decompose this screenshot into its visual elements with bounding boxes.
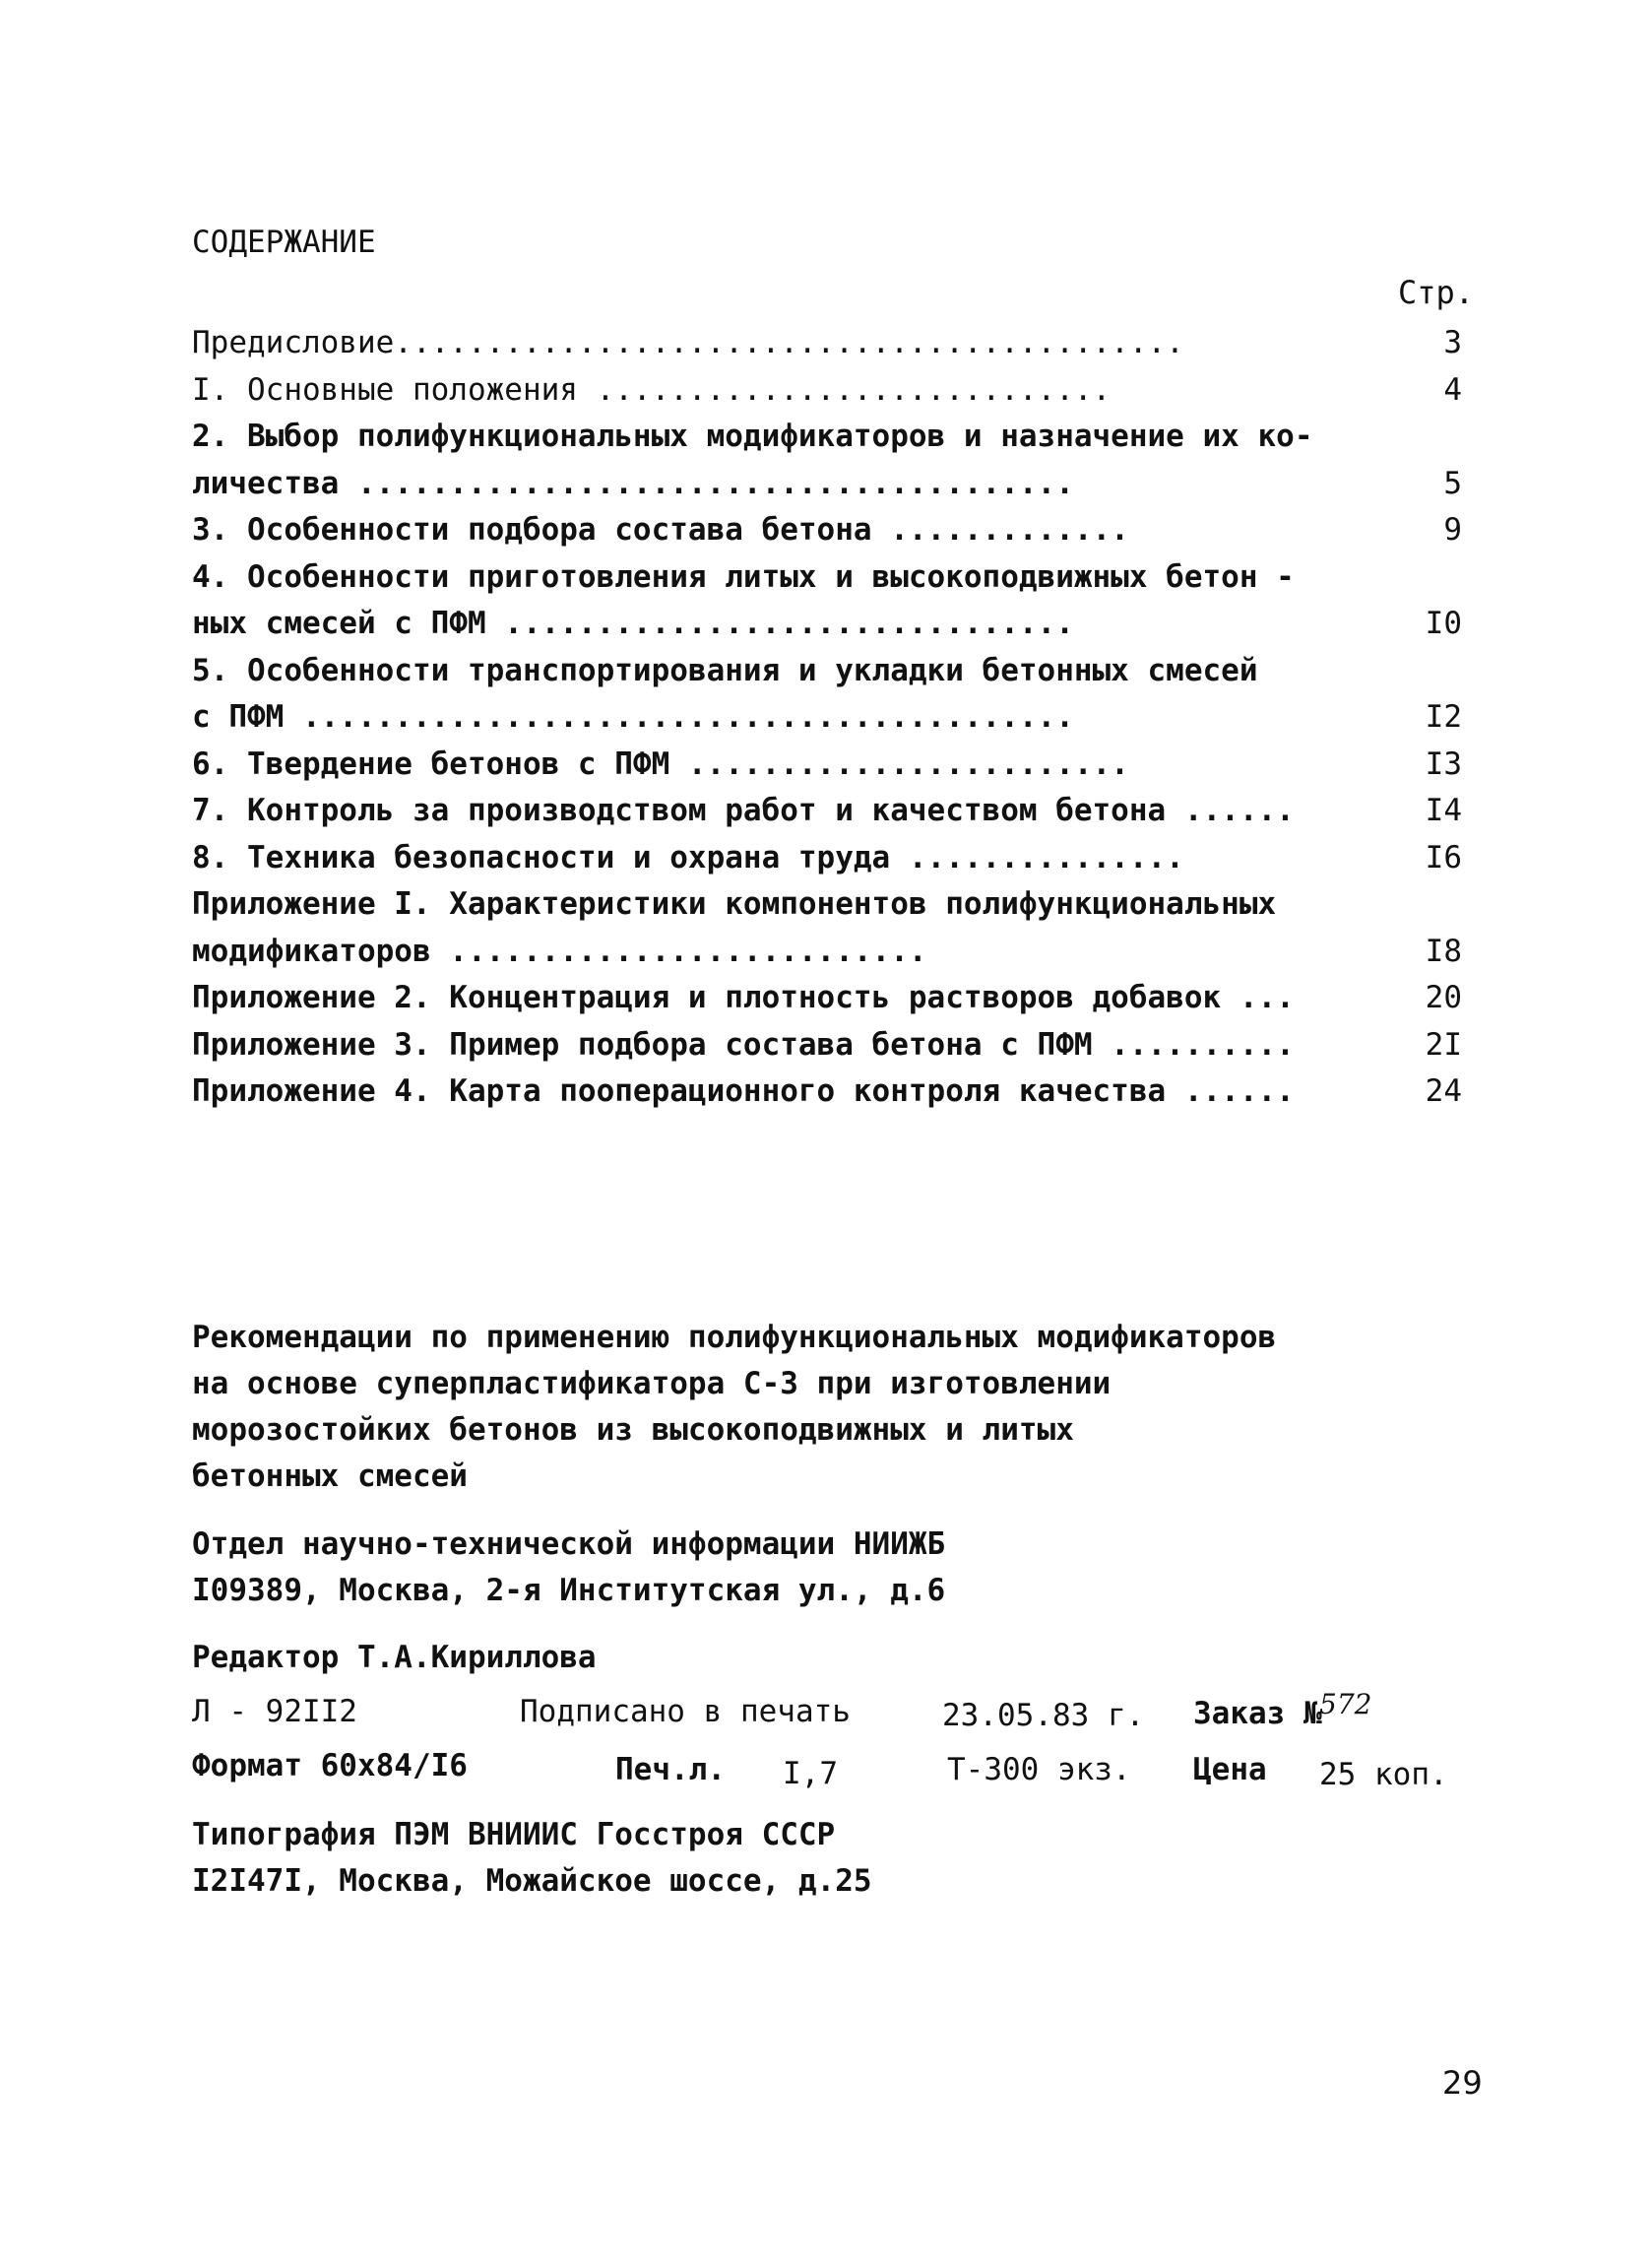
publisher-line: I09389, Москва, 2-я Институтская ул., д.6 <box>192 1573 946 1608</box>
toc-entry-text: 5. Особенности транспортирования и укладки бетонных смесей <box>192 652 1258 688</box>
toc-entry <box>192 461 1462 508</box>
publication-title-line: Рекомендации по применению полифункциональных модификаторов <box>192 1320 1277 1355</box>
toc-entry-text: Приложение I. Характеристики компонентов полифункциональных <box>192 886 1277 922</box>
price-label: Цена <box>1193 1752 1267 1787</box>
toc-entry-text: модификаторов .......................... <box>192 933 927 969</box>
table-of-contents <box>192 320 1462 1116</box>
toc-entry <box>192 788 1462 835</box>
signed-label: Подписано в печать <box>520 1694 851 1729</box>
toc-title: СОДЕРЖАНИЕ <box>192 225 376 260</box>
toc-entry-text: 6. Твердение бетонов с ПФМ ........................ <box>192 745 1129 782</box>
toc-entry-text: 3. Особенности подбора состава бетона ............. <box>192 512 1129 548</box>
format-label: Формат 60х84/I6 <box>192 1748 468 1783</box>
toc-entry-page: I2 <box>1425 699 1462 735</box>
toc-entry-page: I3 <box>1425 745 1462 782</box>
toc-entry <box>192 601 1462 648</box>
toc-entry <box>192 881 1462 929</box>
toc-entry-text: с ПФМ .......................................... <box>192 699 1074 735</box>
copies-count: Т-300 экз. <box>947 1752 1131 1787</box>
toc-entry <box>192 1069 1462 1116</box>
publication-title-line: на основе суперпластификатора С-3 при изготовлении <box>192 1366 1112 1401</box>
page-number: 29 <box>1442 2064 1483 2102</box>
order-label: Заказ № <box>1193 1696 1322 1731</box>
toc-entry-page: I6 <box>1425 839 1462 875</box>
sheets-value: I,7 <box>783 1756 838 1791</box>
toc-entry <box>192 648 1462 695</box>
toc-entry <box>192 1022 1462 1069</box>
toc-entry <box>192 742 1462 789</box>
toc-entry-text: 8. Техника безопасности и охрана труда ............... <box>192 839 1184 875</box>
toc-entry-text: Приложение 4. Карта пооперационного контроля качества ...... <box>192 1073 1295 1109</box>
toc-entry-page: I4 <box>1425 793 1462 828</box>
toc-entry-text: Предисловие........................................... <box>192 325 1184 360</box>
toc-entry-text: личества ....................................... <box>192 465 1074 501</box>
toc-entry-text: ных смесей с ПФМ ............................... <box>192 606 1074 641</box>
toc-entry-text: 2. Выбор полифункциональных модификаторов и назначение их ко- <box>192 419 1313 454</box>
toc-entry-page: 4 <box>1443 371 1462 408</box>
editor-line: Редактор Т.А.Кириллова <box>192 1640 597 1675</box>
printer-line: I2I47I, Москва, Можайское шоссе, д.25 <box>192 1863 872 1899</box>
toc-entry-page: I8 <box>1425 933 1462 969</box>
publication-title <box>192 1315 1472 1500</box>
toc-entry <box>192 975 1462 1022</box>
signed-date: 23.05.83 г. <box>942 1698 1145 1733</box>
toc-entry-page: 3 <box>1443 325 1462 360</box>
toc-entry-text: I. Основные положения ............................ <box>192 371 1112 408</box>
toc-entry <box>192 367 1462 415</box>
toc-entry <box>192 835 1462 882</box>
toc-page-column-header: Стр. <box>1398 274 1475 311</box>
toc-entry-page: 20 <box>1425 980 1462 1015</box>
toc-entry-page: 24 <box>1425 1073 1462 1109</box>
toc-entry <box>192 694 1462 742</box>
sheets-label: Печ.л. <box>615 1752 726 1787</box>
printer-block <box>192 1812 1472 1905</box>
toc-entry-page: 9 <box>1443 512 1462 548</box>
toc-entry <box>192 414 1462 461</box>
toc-entry-page: 2I <box>1425 1026 1462 1063</box>
toc-entry-page: 5 <box>1443 465 1462 501</box>
publication-title-line: бетонных смесей <box>192 1458 468 1494</box>
toc-entry <box>192 929 1462 976</box>
toc-entry <box>192 554 1462 602</box>
toc-entry-text: Приложение 3. Пример подбора состава бетона с ПФМ .......... <box>192 1026 1295 1063</box>
toc-entry-text: 7. Контроль за производством работ и качеством бетона ...... <box>192 793 1295 828</box>
publication-title-line: морозостойких бетонов из высокоподвижных и литых <box>192 1412 1074 1448</box>
toc-entry <box>192 320 1462 367</box>
toc-entry-page: I0 <box>1425 606 1462 641</box>
printer-line: Типография ПЭМ ВНИИИС Госстроя СССР <box>192 1817 836 1852</box>
license-number: Л - 92II2 <box>192 1694 357 1729</box>
publisher-block <box>192 1522 1472 1614</box>
price-value: 25 коп. <box>1319 1757 1448 1792</box>
toc-entry-text: 4. Особенности приготовления литых и высокоподвижных бетон - <box>192 558 1295 595</box>
order-number: 572 <box>1319 1688 1372 1720</box>
publisher-line: Отдел научно-технической информации НИИЖБ <box>192 1526 946 1562</box>
toc-entry <box>192 507 1462 554</box>
toc-entry-text: Приложение 2. Концентрация и плотность растворов добавок ... <box>192 980 1295 1015</box>
